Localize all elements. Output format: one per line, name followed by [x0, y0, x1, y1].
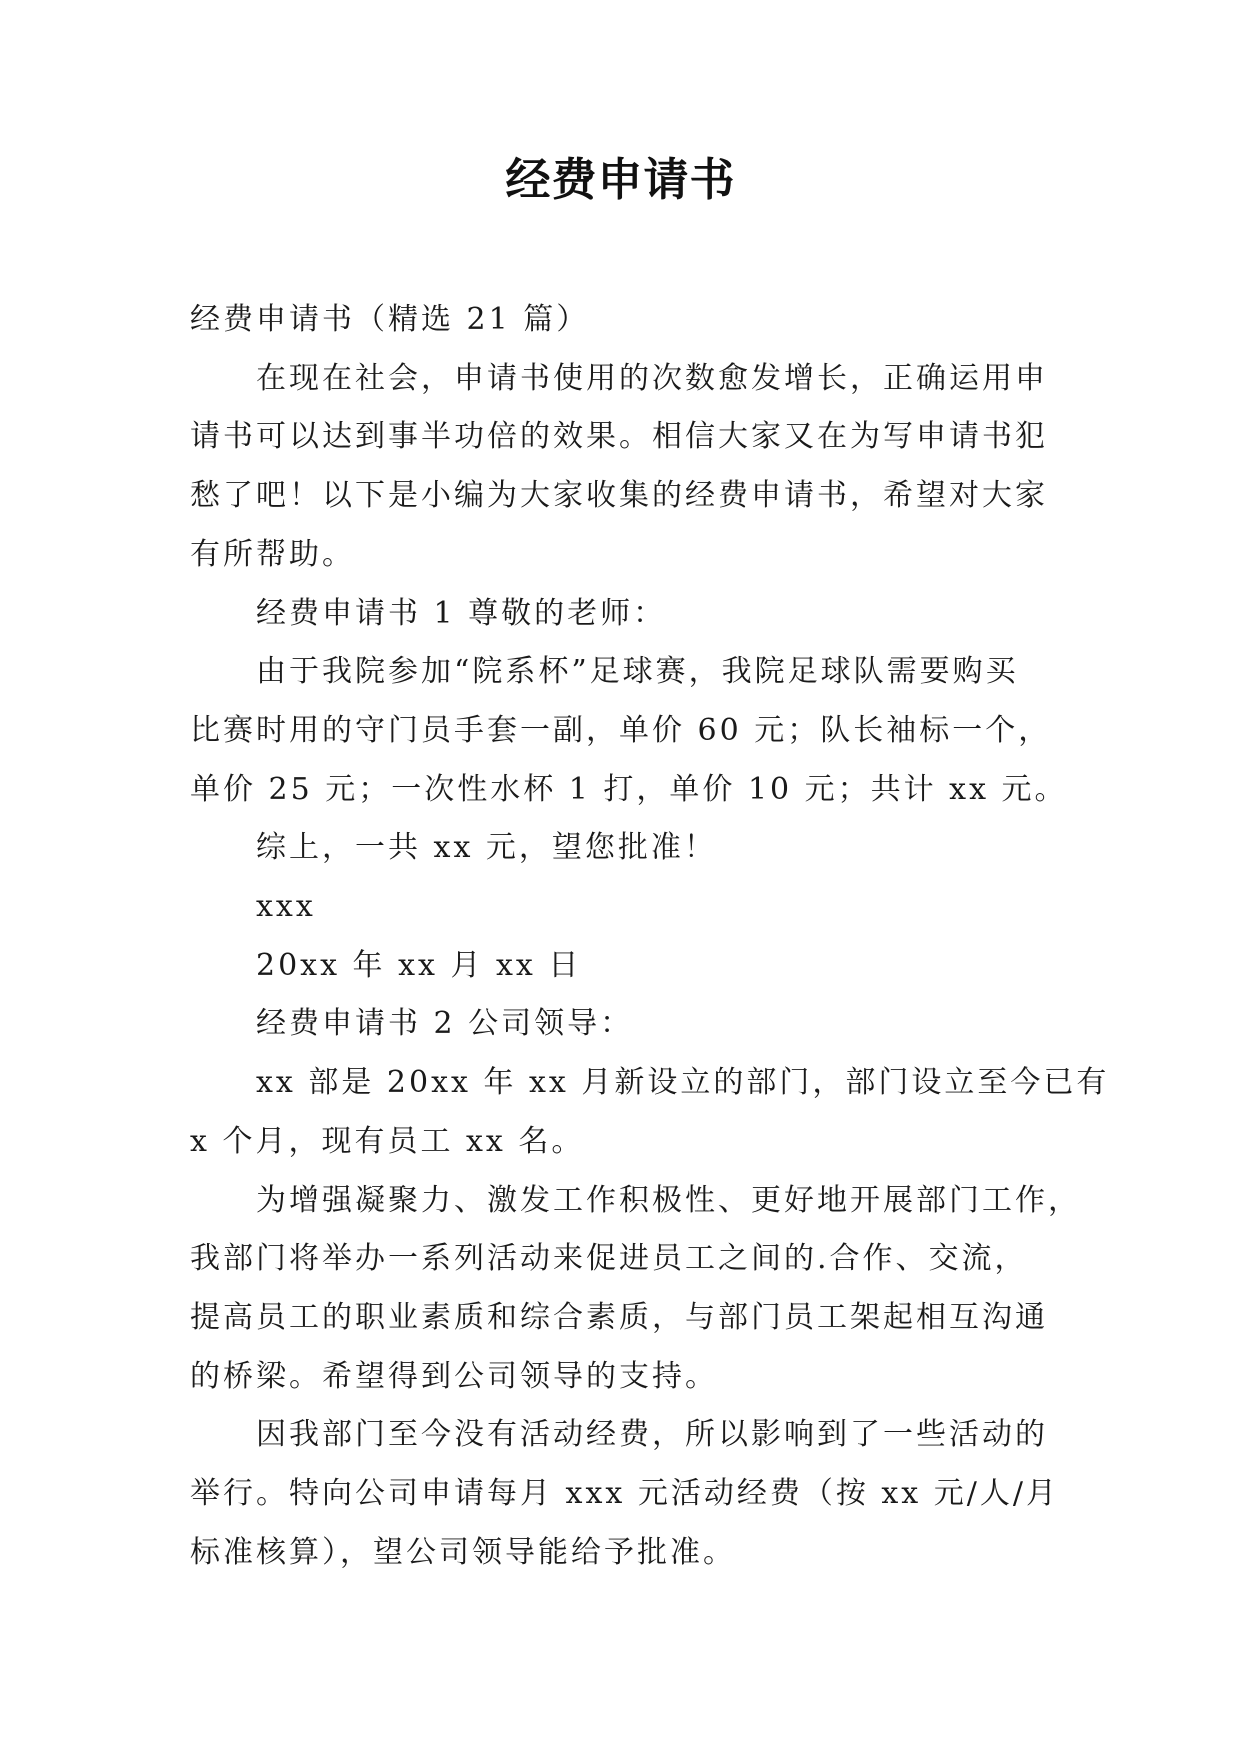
- text-line: 为增强凝聚力、激发工作积极性、更好地开展部门工作，: [256, 1182, 1081, 1218]
- text-line: 在现在社会，申请书使用的次数愈发增长，正确运用申: [256, 360, 1048, 396]
- text-line: 20xx 年 xx 月 xx 日: [256, 947, 582, 983]
- paragraph-department-cont: [190, 1113, 1055, 1172]
- text-line: 标准核算），望公司领导能给予批准。: [190, 1534, 736, 1570]
- text-line: 由于我院参加“院系杯”足球赛，我院足球队需要购买: [256, 654, 1019, 690]
- text-line: 提高员工的职业素质和综合素质，与部门员工架起相互沟通: [190, 1299, 1048, 1335]
- text-line: 我部门将举办一系列活动来促进员工之间的.合作、交流，: [190, 1241, 1028, 1277]
- text-line: 经费申请书 2 公司领导：: [256, 1006, 634, 1042]
- text-line: xx 部是 20xx 年 xx 月新设立的部门，部门设立至今已有: [256, 1065, 1110, 1101]
- text-line: 比赛时用的守门员手套一副，单价 60 元；队长袖标一个，: [190, 712, 1052, 748]
- paragraph-purpose-cont: [190, 1230, 1055, 1406]
- document-subtitle: 经费申请书（精选 21 篇）: [190, 302, 590, 337]
- text-line: 愁了吧！以下是小编为大家收集的经费申请书，希望对大家: [190, 478, 1048, 514]
- paragraph-football-cont: [190, 702, 1068, 819]
- text-line: 综上，一共 xx 元，望您批准！: [256, 830, 717, 866]
- text-line: 举行。特向公司申请每月 xxx 元活动经费（按 xx 元/人/月: [190, 1476, 1059, 1512]
- text-line: 请书可以达到事半功倍的效果。相信大家又在为写申请书犯: [190, 419, 1048, 455]
- paragraph-request: [190, 1406, 1055, 1465]
- paragraph-purpose: [190, 1172, 1081, 1231]
- text-line: 因我部门至今没有活动经费，所以影响到了一些活动的: [256, 1417, 1048, 1453]
- signature-date: [190, 937, 1055, 996]
- paragraph-intro-cont: [190, 408, 1055, 584]
- text-line: x 个月，现有员工 xx 名。: [190, 1123, 585, 1159]
- paragraph-football: [190, 643, 1055, 702]
- section-heading-2: [190, 995, 1055, 1054]
- document-title: 经费申请书: [505, 153, 736, 206]
- paragraph-department: [190, 1054, 1110, 1113]
- text-line: 有所帮助。: [190, 536, 355, 572]
- paragraph-summary: [190, 819, 1055, 878]
- signature-name: [190, 878, 1055, 937]
- document-body: [190, 291, 1110, 1582]
- text-line: 的桥梁。希望得到公司领导的支持。: [190, 1358, 718, 1394]
- text-line: 经费申请书 1 尊敬的老师：: [256, 595, 667, 631]
- paragraph-request-cont: [190, 1465, 1059, 1582]
- section-heading-1: [190, 585, 1055, 644]
- text-line: 单价 25 元；一次性水杯 1 打，单价 10 元；共计 xx 元。: [190, 771, 1068, 807]
- text-line: xxx: [256, 889, 316, 925]
- paragraph-intro: [190, 350, 1055, 409]
